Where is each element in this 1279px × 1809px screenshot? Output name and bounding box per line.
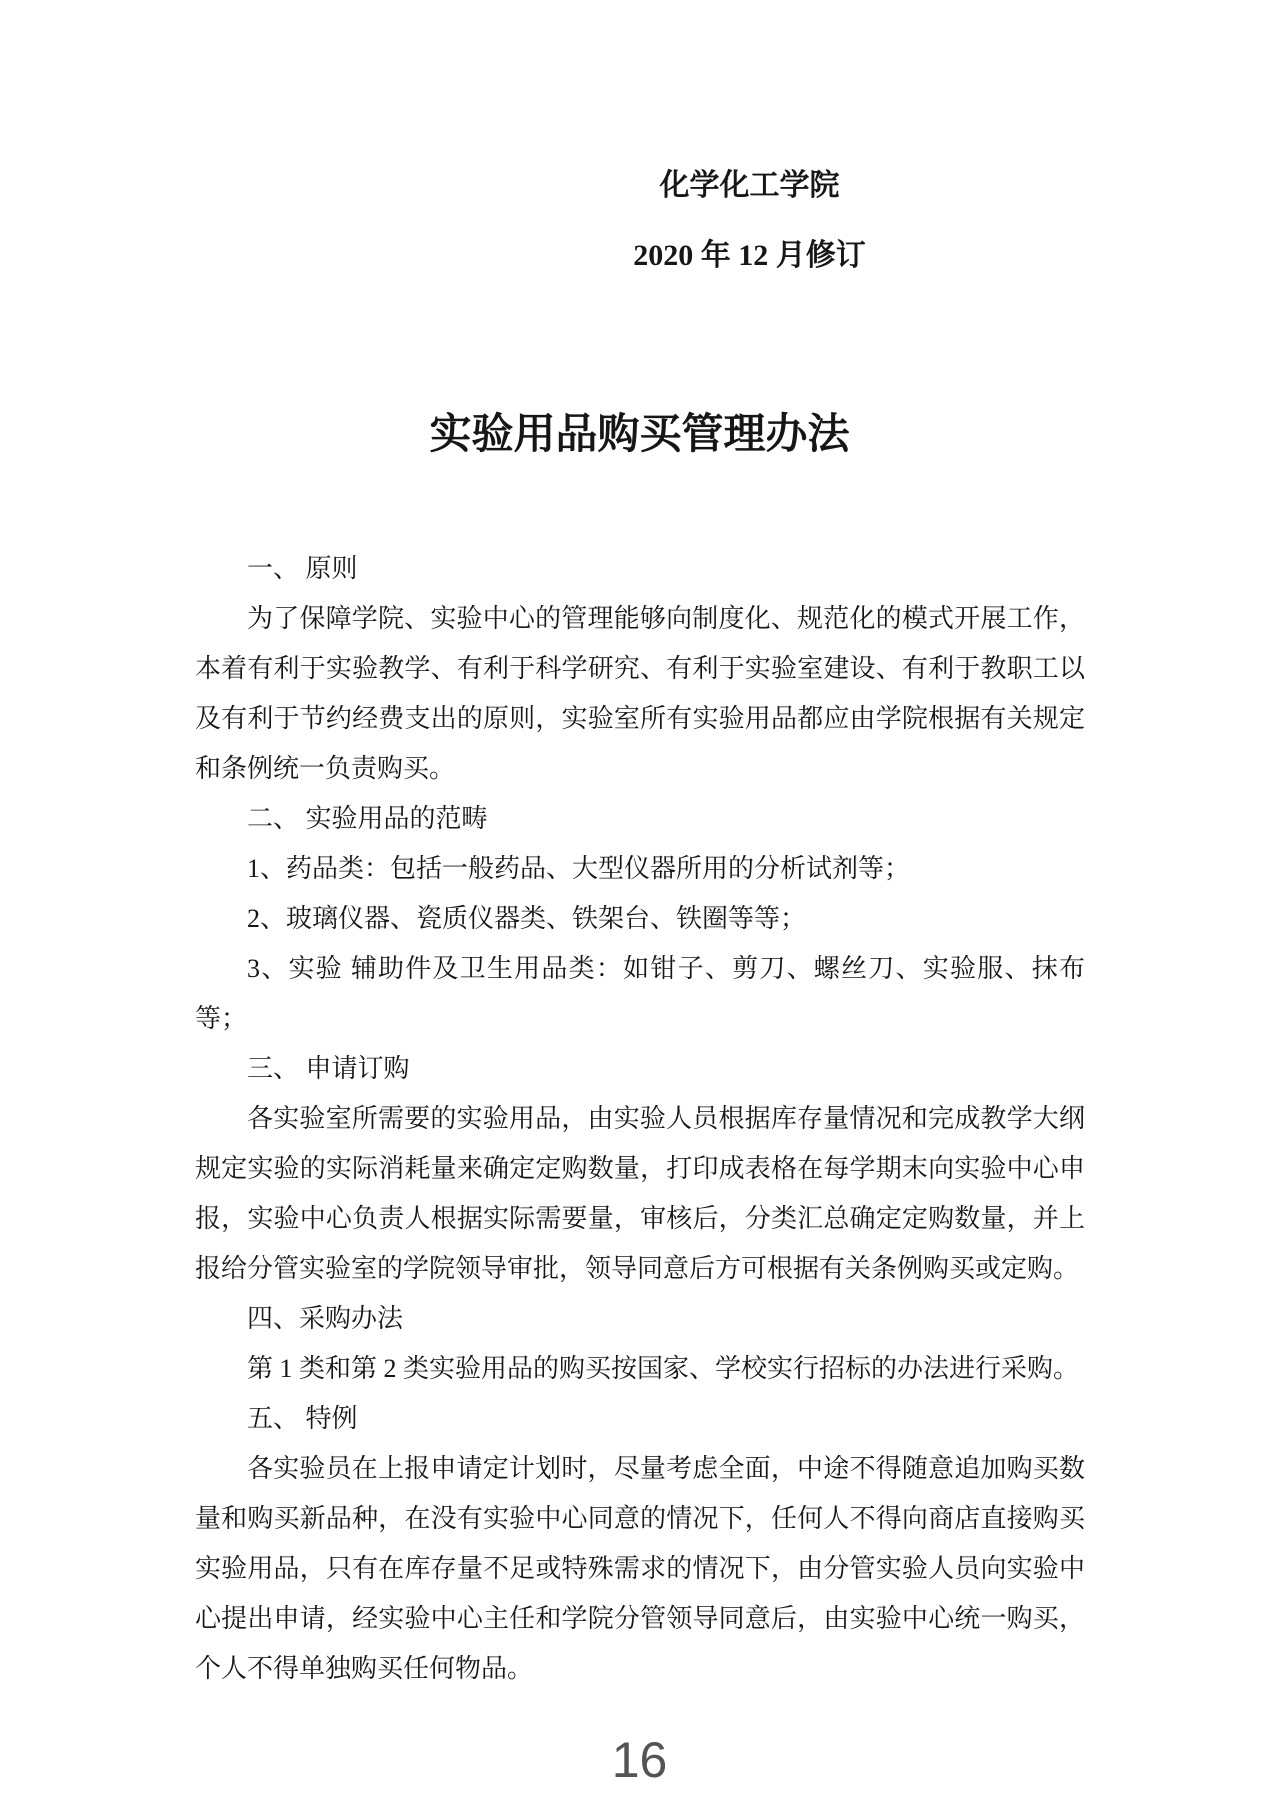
para-principles: 为了保障学院、实验中心的管理能够向制度化、规范化的模式开展工作，本着有利于实验教学、有利于科学研究、有利于实验室建设、有利于教职工以及有利于节约经费支出的原则，实验室所有实验用品都应由学院根据有关规定和条例统一负责购买。 xyxy=(195,604,1085,783)
heading-supplies-scope: 二、 实验用品的范畴 xyxy=(247,804,488,833)
doc-body xyxy=(195,544,1085,1694)
page-number: 16 xyxy=(611,1732,668,1788)
list-item-category-3: 3、实验 辅助件及卫生用品类：如钳子、剪刀、螺丝刀、实验服、抹布等； xyxy=(195,954,1085,1033)
para-order-application: 各实验室所需要的实验用品，由实验人员根据库存量情况和完成教学大纲规定实验的实际消耗量来确定定购数量，打印成表格在每学期末向实验中心申报，实验中心负责人根据实际需要量，审核后，分类汇总确定定购数量，并上报给分管实验室的学院领导审批，领导同意后方可根据有关条例购买或定购。 xyxy=(195,1104,1085,1283)
para-special-cases: 各实验员在上报申请定计划时，尽量考虑全面，中途不得随意追加购买数量和购买新品种，在没有实验中心同意的情况下，任何人不得向商店直接购买实验用品，只有在库存量不足或特殊需求的情况下，由分管实验人员向实验中心提出申请，经实验中心主任和学院分管领导同意后，由实验中心统一购买，个人不得单独购买任何物品。 xyxy=(195,1454,1085,1683)
heading-order-application: 三、 申请订购 xyxy=(247,1054,410,1083)
para-procurement-method: 第 1 类和第 2 类实验用品的购买按国家、学校实行招标的办法进行采购。 xyxy=(247,1354,1080,1383)
doc-institution: 化学化工学院 xyxy=(659,169,840,202)
heading-special-cases: 五、 特例 xyxy=(247,1404,358,1433)
doc-revision-date: 2020 年 12 月修订 xyxy=(633,239,866,272)
doc-title: 实验用品购买管理办法 xyxy=(429,412,850,458)
heading-principles: 一、 原则 xyxy=(247,554,358,583)
list-item-category-2: 2、玻璃仪器、瓷质仪器类、铁架台、铁圈等等； xyxy=(247,904,807,933)
heading-procurement-method: 四、采购办法 xyxy=(247,1304,404,1333)
list-item-category-1: 1、药品类：包括一般药品、大型仪器所用的分析试剂等； xyxy=(247,854,911,883)
